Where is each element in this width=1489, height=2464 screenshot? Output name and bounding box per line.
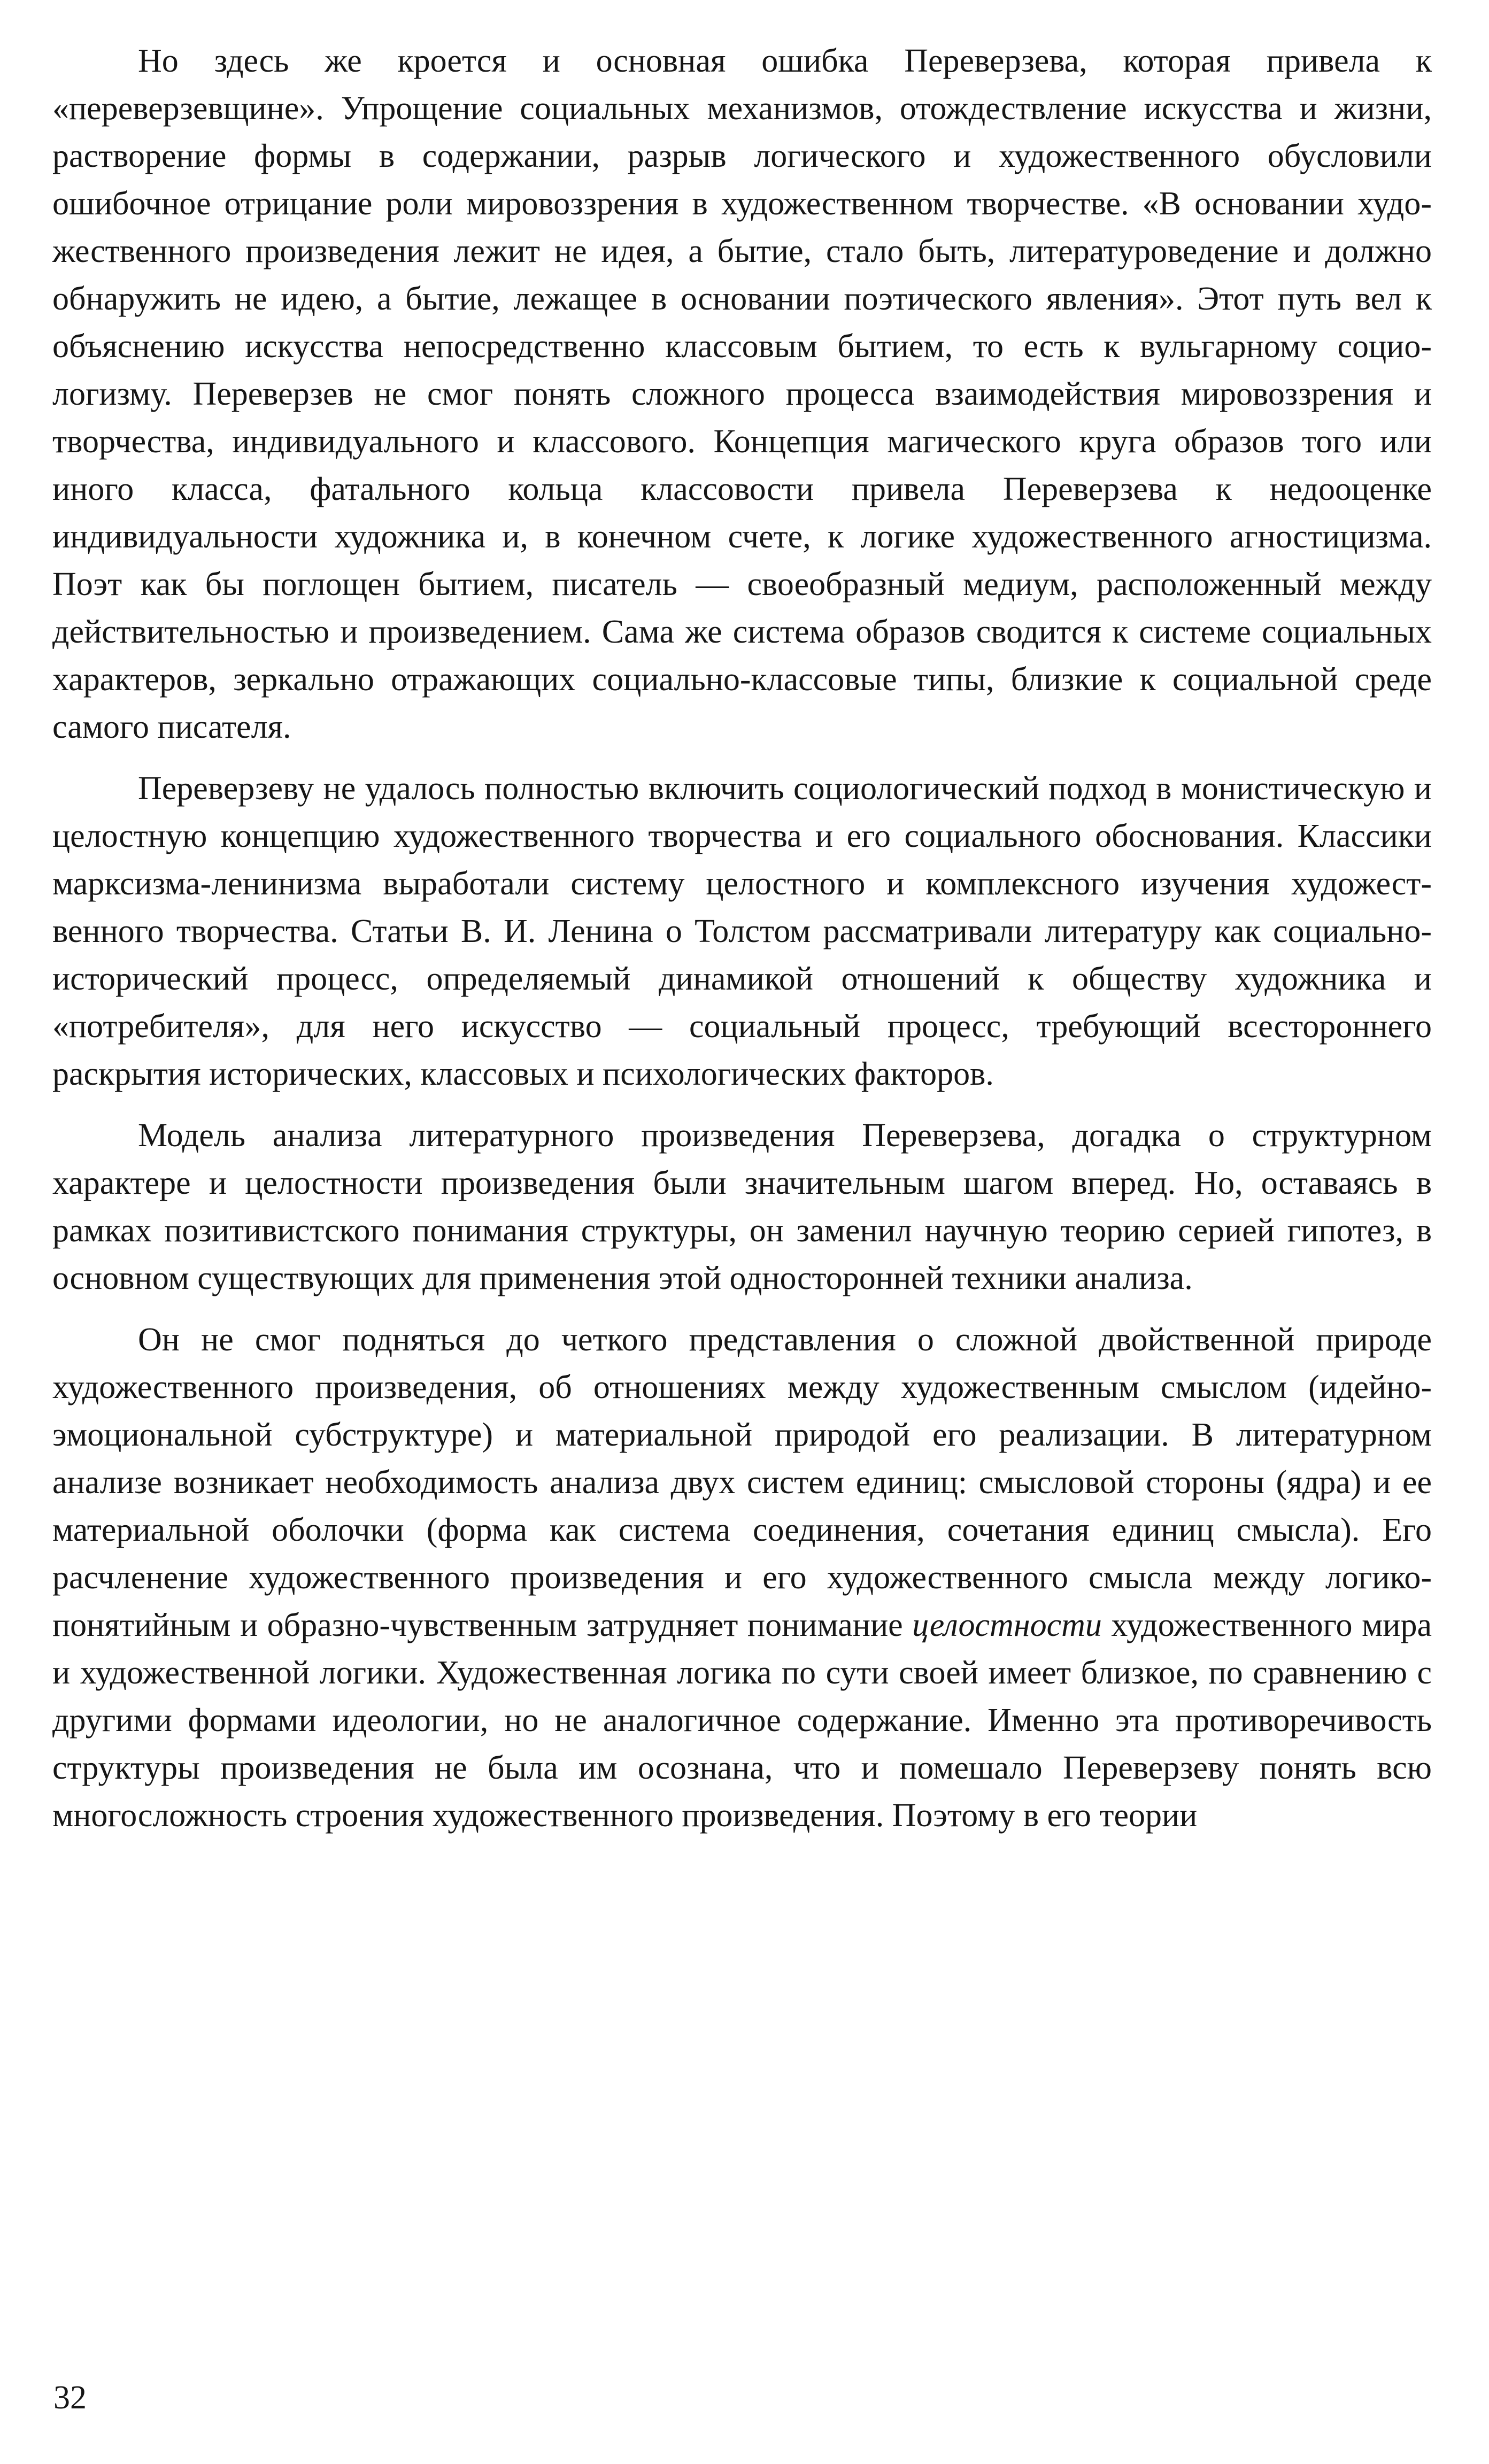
body-text	[52, 37, 1432, 1840]
paragraph-4	[52, 1316, 1432, 1840]
paragraph-3: Модель анализа литературного произведения Переверзева, догадка о структурном характере и целостности произведения были значительным шагом вперед. Но, оставаясь в рамках позитивистского понимания структуры, он заменил научную теорию серией гипотез, в основном существующих для применения этой односторонней техники анализа.	[52, 1117, 1432, 1296]
paragraph-2: Переверзеву не удалось полностью включить социологический подход в монистическую и целостную концепцию художественного творчества и его социального обоснования. Классики марксизма-ленинизма выработали систему целостного и комплексного изучения художественного творчества. Статьи В. И. Ленина о Толстом рассматривали литературу как социально-исторический процесс, определяемый динамикой отношений к обществу художника и «потребителя», для него искусство — социальный процесс, требующий всестороннего раскрытия исторических, классовых и психологических факторов.	[52, 770, 1432, 1092]
paragraph-4-text-after: художественного мира и художественной логики. Художественная логика по сути своей имеет близкое, по сравнению с другими формами идеологии, но не аналогичное содержание. Именно эта противоречивость структуры произведения не была им осознана, что и помешало Переверзеву понять всю многосложность строения художественного произведения. Поэтому в его теории	[52, 1607, 1432, 1834]
paragraph-4-text-before: Он не смог подняться до четкого представления о сложной двойственной природе художественного произведения, об отношениях между художественным смыслом (идейно-эмоциональной субструктуре) и материальной природой его реализации. В литературном анализе возникает необходимость анализа двух систем единиц: смысловой стороны (ядра) и ее материальной оболочки (форма как система соединения, сочетания единиц смысла). Его расчленение художественного произведения и его художественного смысла между логико-понятийным и образно-чувственным затрудняет понимание	[52, 1322, 1432, 1643]
page-number: 32	[53, 2380, 87, 2416]
paragraph-1: Но здесь же кроется и основная ошибка Переверзева, которая привела к «переверзевщине». Упрощение социальных механизмов, отождествление искусства и жизни, растворение формы в содержании, разрыв логического и художественного обусловили ошибочное отрицание роли мировоззрения в художественном творчестве. «В основании художественного произведения лежит не идея, а бытие, стало быть, литературоведение и должно обнаружить не идею, а бытие, лежащее в основании поэтического явления». Этот путь вел к объяснению искусства непосредственно классовым бытием, то есть к вульгарному социологизму. Переверзев не смог понять сложного процесса взаимодействия мировоззрения и творчества, индивидуального и классового. Концепция магического круга образов того или иного класса, фатального кольца классовости привела Переверзева к недооценке индивидуальности художника и, в конечном счете, к логике художественного агностицизма. Поэт как бы поглощен бытием, писатель — своеобразный медиум, расположенный между действительностью и произведением. Сама же система образов сводится к системе социальных характеров, зеркально отражающих социально-классовые типы, близкие к социальной среде самого писателя.	[52, 43, 1432, 745]
emphasized-word: целостности	[912, 1607, 1102, 1643]
